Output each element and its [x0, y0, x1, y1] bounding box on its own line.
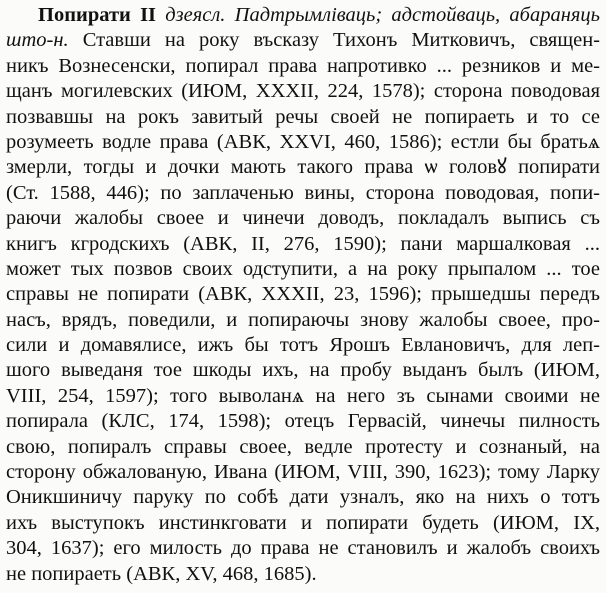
entry-line-23: не попираеть (АВК, XV, 468, 1685). [6, 562, 317, 585]
entry-line-20: Оникшиничу паруку по собѣ дати узналъ, яко на нихъ о тотъ [6, 486, 600, 509]
entry-line-18: свою, попиралъ справы своее, ведле протесту и сознаный, на [6, 435, 600, 458]
entry-line-4: щанъ могилевских (ИЮМ, XXXII, 224, 1578); сторона поводовая [6, 80, 600, 103]
entry-line-8: (Ст. 1588, 446); по заплаченью вины, сторона поводовая, попи- [6, 181, 600, 204]
entry-line-19: сторону обжалованую, Ивана (ИЮМ, VIII, 390, 1623); тому Ларку [6, 461, 600, 484]
entry-line-21: ихъ выступокъ инстинкговати и попирати будеть (ИЮМ, IX, [6, 511, 600, 534]
entry-line-13: насъ, врядъ, поведили, и попираючы знову жалобы своее, про- [6, 308, 600, 331]
citation-text: Ставши на року въсказу Тихонъ Митковичъ, священ- [68, 29, 600, 52]
entry-line-15: шого выведаня тое шкоды ихъ, на пробу выданъ былъ (ИЮМ, [6, 359, 600, 382]
entry-line-11: может тых позвов своих одступити, а на року прыпалом ... тое [6, 257, 600, 280]
definition-text: дзеясл. Падтрымліваць; адстойваць, абараняць [156, 4, 600, 26]
entry-line-1 [38, 3, 600, 28]
entry-line-6: розумееть водле права (АВК, XXVI, 460, 1586); естли бы братьѧ [6, 130, 600, 153]
entry-line-16: VIII, 254, 1597); того выволанѧ на него зъ сынами своими не [6, 384, 600, 407]
entry-line-17: попирала (КЛС, 174, 1598); отецъ Гервасій, чинечы пилность [6, 410, 600, 433]
entry-line-2 [6, 28, 600, 53]
entry-line-12: справы не попирати (АВК, XXXII, 23, 1596); прышедшы передъ [6, 283, 600, 306]
definition-object: што-н. [6, 29, 69, 52]
entry-line-9: раючи жалобы своее и чинечи доводъ, покладалъ выпись съ [6, 207, 600, 230]
entry-line-14: сили и домавялисе, ижъ бы тотъ Ярошъ Евлановичъ, для леп- [6, 334, 600, 357]
headword: Попирати II [38, 4, 157, 26]
entry-line-7: змерли, тогды и дочки мають такого права ѡ головꙋ попирати [6, 156, 600, 179]
entry-line-10: книгъ кгродскихъ (АВК, II, 276, 1590); пани маршалковая ... [6, 232, 600, 255]
entry-line-22: 304, 1637); его милость до права не становилъ и жалобъ своихъ [6, 537, 600, 560]
entry-line-5: позвавшы на рокъ завитый речы своей не попираеть и то се [6, 105, 600, 128]
entry-line-3: никъ Вознесенски, попирал права напротивко ... резников и ме- [6, 54, 600, 77]
